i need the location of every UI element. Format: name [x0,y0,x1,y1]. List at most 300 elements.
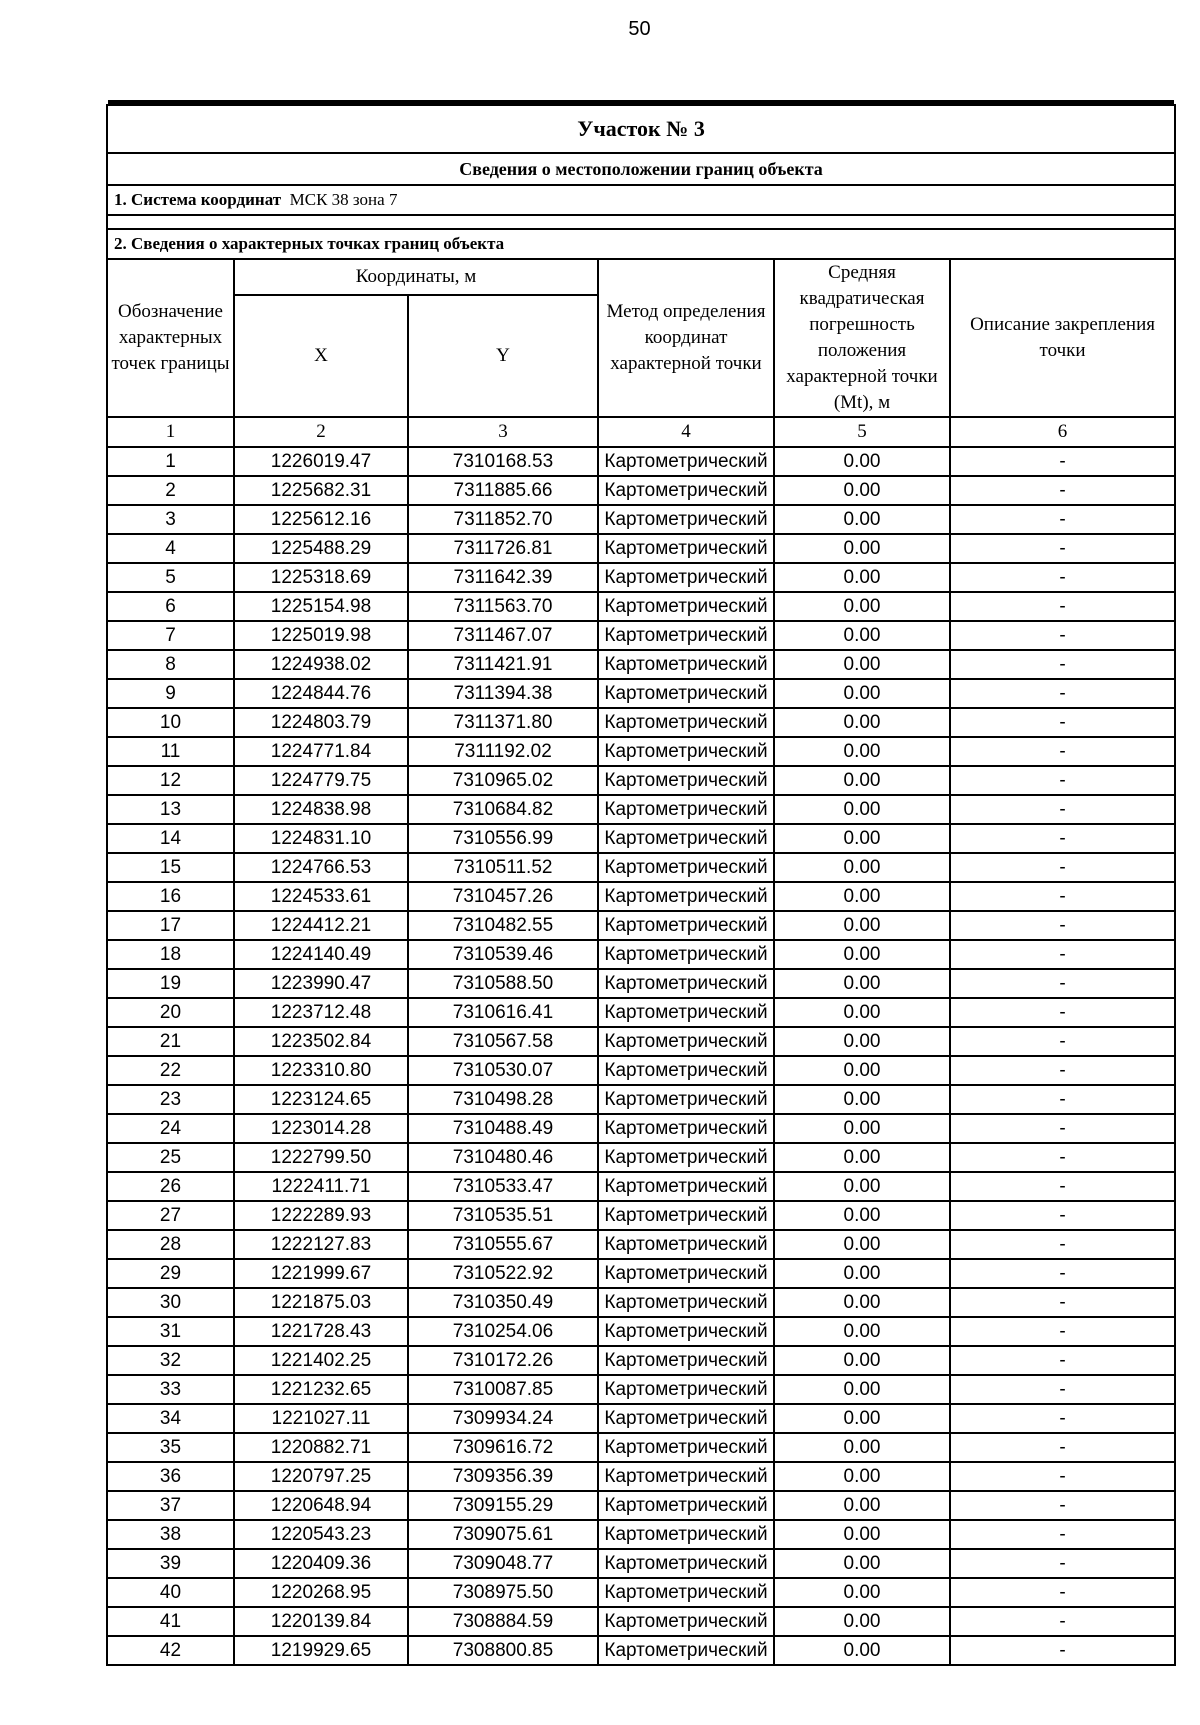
y-coordinate-cell: 7311371.80 [408,708,598,737]
y-coordinate-cell: 7310511.52 [408,853,598,882]
x-coordinate-cell: 1224844.76 [234,679,408,708]
table-row [107,1027,1175,1056]
method-cell: Картометрический [598,1346,774,1375]
table-row [107,824,1175,853]
y-coordinate-cell: 7310965.02 [408,766,598,795]
method-cell: Картометрический [598,1375,774,1404]
x-coordinate-cell: 1221875.03 [234,1288,408,1317]
x-coordinate-cell: 1224412.21 [234,911,408,940]
y-coordinate-cell: 7311563.70 [408,592,598,621]
header-error: Средняя квадратическая погрешность положения характерной точки (Mt), м [774,259,950,417]
table-subtitle: Сведения о местоположении границ объекта [107,153,1175,185]
method-cell: Картометрический [598,1172,774,1201]
column-number: 6 [950,417,1175,447]
method-cell: Картометрический [598,1636,774,1665]
point-number-cell: 4 [107,534,234,563]
point-number-cell: 17 [107,911,234,940]
description-cell: - [950,1433,1175,1462]
error-cell: 0.00 [774,621,950,650]
point-number-cell: 33 [107,1375,234,1404]
method-cell: Картометрический [598,650,774,679]
method-cell: Картометрический [598,1462,774,1491]
y-coordinate-cell: 7310535.51 [408,1201,598,1230]
table-row [107,853,1175,882]
error-cell: 0.00 [774,1578,950,1607]
description-cell: - [950,1462,1175,1491]
table-row [107,1636,1175,1665]
page-number: 50 [628,18,651,40]
table-row [107,1346,1175,1375]
x-coordinate-cell: 1224766.53 [234,853,408,882]
point-number-cell: 22 [107,1056,234,1085]
y-coordinate-cell: 7309616.72 [408,1433,598,1462]
description-cell: - [950,563,1175,592]
table-row [107,1578,1175,1607]
point-number-cell: 5 [107,563,234,592]
error-cell: 0.00 [774,1491,950,1520]
x-coordinate-cell: 1221999.67 [234,1259,408,1288]
header-x: X [234,295,408,417]
error-cell: 0.00 [774,1259,950,1288]
x-coordinate-cell: 1224803.79 [234,708,408,737]
method-cell: Картометрический [598,447,774,476]
description-cell: - [950,1549,1175,1578]
x-coordinate-cell: 1222799.50 [234,1143,408,1172]
description-cell: - [950,737,1175,766]
y-coordinate-cell: 7310498.28 [408,1085,598,1114]
error-cell: 0.00 [774,505,950,534]
table-row [107,592,1175,621]
description-cell: - [950,1636,1175,1665]
y-coordinate-cell: 7310522.92 [408,1259,598,1288]
method-cell: Картометрический [598,1607,774,1636]
error-cell: 0.00 [774,1462,950,1491]
error-cell: 0.00 [774,476,950,505]
point-number-cell: 38 [107,1520,234,1549]
y-coordinate-cell: 7308884.59 [408,1607,598,1636]
y-coordinate-cell: 7310555.67 [408,1230,598,1259]
point-number-cell: 20 [107,998,234,1027]
point-number-cell: 34 [107,1404,234,1433]
point-number-cell: 8 [107,650,234,679]
x-coordinate-cell: 1225488.29 [234,534,408,563]
error-cell: 0.00 [774,679,950,708]
description-cell: - [950,534,1175,563]
point-number-cell: 24 [107,1114,234,1143]
error-cell: 0.00 [774,940,950,969]
header-method: Метод определения координат характерной точки [598,259,774,417]
method-cell: Картометрический [598,911,774,940]
point-number-cell: 31 [107,1317,234,1346]
y-coordinate-cell: 7311642.39 [408,563,598,592]
error-cell: 0.00 [774,1114,950,1143]
table-row [107,1375,1175,1404]
method-cell: Картометрический [598,534,774,563]
y-coordinate-cell: 7310457.26 [408,882,598,911]
boundary-points-table [106,104,1176,1666]
header-designation: Обозначение характерных точек границы [107,259,234,417]
method-cell: Картометрический [598,766,774,795]
table-row [107,1462,1175,1491]
description-cell: - [950,1375,1175,1404]
method-cell: Картометрический [598,1404,774,1433]
method-cell: Картометрический [598,969,774,998]
table-row [107,534,1175,563]
x-coordinate-cell: 1224838.98 [234,795,408,824]
coordinate-system [107,185,1175,215]
description-cell: - [950,650,1175,679]
x-coordinate-cell: 1223124.65 [234,1085,408,1114]
y-coordinate-cell: 7310488.49 [408,1114,598,1143]
table-row [107,1259,1175,1288]
description-cell: - [950,1230,1175,1259]
point-number-cell: 15 [107,853,234,882]
method-cell: Картометрический [598,592,774,621]
method-cell: Картометрический [598,1230,774,1259]
point-number-cell: 1 [107,447,234,476]
error-cell: 0.00 [774,766,950,795]
y-coordinate-cell: 7311885.66 [408,476,598,505]
column-number: 2 [234,417,408,447]
header-y: Y [408,295,598,417]
description-cell: - [950,476,1175,505]
x-coordinate-cell: 1224779.75 [234,766,408,795]
points-title: 2. Сведения о характерных точках границ объекта [107,229,1175,259]
table-row [107,998,1175,1027]
y-coordinate-cell: 7309075.61 [408,1520,598,1549]
error-cell: 0.00 [774,737,950,766]
point-number-cell: 29 [107,1259,234,1288]
table-row [107,1520,1175,1549]
method-cell: Картометрический [598,679,774,708]
error-cell: 0.00 [774,447,950,476]
error-cell: 0.00 [774,1520,950,1549]
point-number-cell: 25 [107,1143,234,1172]
error-cell: 0.00 [774,592,950,621]
table-row [107,766,1175,795]
y-coordinate-cell: 7310172.26 [408,1346,598,1375]
coord-system-label: 1. Система координат [114,190,282,209]
x-coordinate-cell: 1221232.65 [234,1375,408,1404]
y-coordinate-cell: 7310168.53 [408,447,598,476]
method-cell: Картометрический [598,1085,774,1114]
point-number-cell: 11 [107,737,234,766]
x-coordinate-cell: 1222127.83 [234,1230,408,1259]
y-coordinate-cell: 7310616.41 [408,998,598,1027]
description-cell: - [950,708,1175,737]
error-cell: 0.00 [774,1375,950,1404]
point-number-cell: 42 [107,1636,234,1665]
description-cell: - [950,621,1175,650]
x-coordinate-cell: 1222411.71 [234,1172,408,1201]
error-cell: 0.00 [774,824,950,853]
x-coordinate-cell: 1219929.65 [234,1636,408,1665]
y-coordinate-cell: 7311852.70 [408,505,598,534]
x-coordinate-cell: 1220543.23 [234,1520,408,1549]
table-row [107,476,1175,505]
x-coordinate-cell: 1223014.28 [234,1114,408,1143]
table-row [107,1491,1175,1520]
coord-system-value: МСК 38 зона 7 [289,190,398,209]
y-coordinate-cell: 7310533.47 [408,1172,598,1201]
error-cell: 0.00 [774,1143,950,1172]
point-number-cell: 26 [107,1172,234,1201]
description-cell: - [950,1346,1175,1375]
table-row [107,882,1175,911]
table-row [107,1433,1175,1462]
table-row [107,795,1175,824]
column-number: 4 [598,417,774,447]
description-cell: - [950,766,1175,795]
point-number-cell: 30 [107,1288,234,1317]
y-coordinate-cell: 7311421.91 [408,650,598,679]
description-cell: - [950,853,1175,882]
description-cell: - [950,911,1175,940]
y-coordinate-cell: 7310530.07 [408,1056,598,1085]
description-cell: - [950,505,1175,534]
method-cell: Картометрический [598,853,774,882]
error-cell: 0.00 [774,1607,950,1636]
point-number-cell: 9 [107,679,234,708]
description-cell: - [950,1114,1175,1143]
method-cell: Картометрический [598,1433,774,1462]
point-number-cell: 10 [107,708,234,737]
y-coordinate-cell: 7310556.99 [408,824,598,853]
description-cell: - [950,1259,1175,1288]
description-cell: - [950,998,1175,1027]
x-coordinate-cell: 1223990.47 [234,969,408,998]
table-row [107,650,1175,679]
point-number-cell: 28 [107,1230,234,1259]
error-cell: 0.00 [774,708,950,737]
y-coordinate-cell: 7310539.46 [408,940,598,969]
error-cell: 0.00 [774,1549,950,1578]
x-coordinate-cell: 1223310.80 [234,1056,408,1085]
point-number-cell: 3 [107,505,234,534]
y-coordinate-cell: 7309048.77 [408,1549,598,1578]
method-cell: Картометрический [598,1114,774,1143]
table-row [107,1056,1175,1085]
method-cell: Картометрический [598,1578,774,1607]
error-cell: 0.00 [774,1085,950,1114]
table-row [107,708,1175,737]
point-number-cell: 16 [107,882,234,911]
y-coordinate-cell: 7311726.81 [408,534,598,563]
x-coordinate-cell: 1220268.95 [234,1578,408,1607]
error-cell: 0.00 [774,1404,950,1433]
point-number-cell: 32 [107,1346,234,1375]
y-coordinate-cell: 7310254.06 [408,1317,598,1346]
method-cell: Картометрический [598,737,774,766]
header-description: Описание закрепления точки [950,259,1175,417]
x-coordinate-cell: 1220882.71 [234,1433,408,1462]
table-row [107,447,1175,476]
method-cell: Картометрический [598,998,774,1027]
error-cell: 0.00 [774,650,950,679]
spacer [107,215,1175,229]
x-coordinate-cell: 1225682.31 [234,476,408,505]
description-cell: - [950,1491,1175,1520]
description-cell: - [950,824,1175,853]
description-cell: - [950,1607,1175,1636]
table-row [107,911,1175,940]
error-cell: 0.00 [774,1201,950,1230]
error-cell: 0.00 [774,1317,950,1346]
description-cell: - [950,1201,1175,1230]
method-cell: Картометрический [598,824,774,853]
method-cell: Картометрический [598,1259,774,1288]
x-coordinate-cell: 1221402.25 [234,1346,408,1375]
x-coordinate-cell: 1220139.84 [234,1607,408,1636]
error-cell: 0.00 [774,1027,950,1056]
table-row [107,621,1175,650]
y-coordinate-cell: 7310482.55 [408,911,598,940]
error-cell: 0.00 [774,853,950,882]
table-row [107,563,1175,592]
description-cell: - [950,1056,1175,1085]
method-cell: Картометрический [598,1201,774,1230]
error-cell: 0.00 [774,1230,950,1259]
y-coordinate-cell: 7310087.85 [408,1375,598,1404]
description-cell: - [950,940,1175,969]
y-coordinate-cell: 7310588.50 [408,969,598,998]
point-number-cell: 6 [107,592,234,621]
point-number-cell: 19 [107,969,234,998]
y-coordinate-cell: 7309356.39 [408,1462,598,1491]
x-coordinate-cell: 1224533.61 [234,882,408,911]
point-number-cell: 36 [107,1462,234,1491]
table-row [107,1143,1175,1172]
column-number: 5 [774,417,950,447]
point-number-cell: 2 [107,476,234,505]
method-cell: Картометрический [598,1143,774,1172]
error-cell: 0.00 [774,795,950,824]
point-number-cell: 18 [107,940,234,969]
column-number: 3 [408,417,598,447]
description-cell: - [950,795,1175,824]
description-cell: - [950,592,1175,621]
description-cell: - [950,1143,1175,1172]
error-cell: 0.00 [774,911,950,940]
method-cell: Картометрический [598,621,774,650]
x-coordinate-cell: 1223712.48 [234,998,408,1027]
section-title: Участок № 3 [107,105,1175,153]
column-number: 1 [107,417,234,447]
table-row [107,679,1175,708]
table-row [107,1607,1175,1636]
description-cell: - [950,447,1175,476]
method-cell: Картометрический [598,563,774,592]
table-row [107,1317,1175,1346]
description-cell: - [950,882,1175,911]
header-coordinates: Координаты, м [234,259,598,295]
point-number-cell: 40 [107,1578,234,1607]
x-coordinate-cell: 1220648.94 [234,1491,408,1520]
y-coordinate-cell: 7311394.38 [408,679,598,708]
error-cell: 0.00 [774,534,950,563]
x-coordinate-cell: 1224140.49 [234,940,408,969]
method-cell: Картометрический [598,708,774,737]
description-cell: - [950,1578,1175,1607]
table-row [107,940,1175,969]
method-cell: Картометрический [598,1317,774,1346]
description-cell: - [950,679,1175,708]
table-row [107,969,1175,998]
description-cell: - [950,1085,1175,1114]
description-cell: - [950,969,1175,998]
method-cell: Картометрический [598,1491,774,1520]
table-row [107,737,1175,766]
point-number-cell: 21 [107,1027,234,1056]
description-cell: - [950,1172,1175,1201]
method-cell: Картометрический [598,476,774,505]
error-cell: 0.00 [774,1346,950,1375]
method-cell: Картометрический [598,940,774,969]
table-row [107,1172,1175,1201]
table-row [107,1404,1175,1433]
table-row [107,1114,1175,1143]
x-coordinate-cell: 1226019.47 [234,447,408,476]
method-cell: Картометрический [598,1056,774,1085]
x-coordinate-cell: 1225612.16 [234,505,408,534]
x-coordinate-cell: 1221027.11 [234,1404,408,1433]
error-cell: 0.00 [774,998,950,1027]
y-coordinate-cell: 7310684.82 [408,795,598,824]
table-row [107,1230,1175,1259]
y-coordinate-cell: 7308975.50 [408,1578,598,1607]
y-coordinate-cell: 7310567.58 [408,1027,598,1056]
description-cell: - [950,1520,1175,1549]
table-row [107,505,1175,534]
table-row [107,1549,1175,1578]
x-coordinate-cell: 1223502.84 [234,1027,408,1056]
point-number-cell: 7 [107,621,234,650]
method-cell: Картометрический [598,505,774,534]
error-cell: 0.00 [774,1056,950,1085]
point-number-cell: 13 [107,795,234,824]
y-coordinate-cell: 7311192.02 [408,737,598,766]
point-number-cell: 27 [107,1201,234,1230]
x-coordinate-cell: 1221728.43 [234,1317,408,1346]
table-row [107,1085,1175,1114]
y-coordinate-cell: 7309155.29 [408,1491,598,1520]
error-cell: 0.00 [774,563,950,592]
description-cell: - [950,1317,1175,1346]
x-coordinate-cell: 1222289.93 [234,1201,408,1230]
x-coordinate-cell: 1225318.69 [234,563,408,592]
y-coordinate-cell: 7310350.49 [408,1288,598,1317]
point-number-cell: 41 [107,1607,234,1636]
table-row [107,1201,1175,1230]
x-coordinate-cell: 1225019.98 [234,621,408,650]
x-coordinate-cell: 1224831.10 [234,824,408,853]
point-number-cell: 23 [107,1085,234,1114]
method-cell: Картометрический [598,1549,774,1578]
x-coordinate-cell: 1224771.84 [234,737,408,766]
point-number-cell: 35 [107,1433,234,1462]
x-coordinate-cell: 1220797.25 [234,1462,408,1491]
error-cell: 0.00 [774,882,950,911]
method-cell: Картометрический [598,882,774,911]
description-cell: - [950,1404,1175,1433]
y-coordinate-cell: 7311467.07 [408,621,598,650]
method-cell: Картометрический [598,1520,774,1549]
y-coordinate-cell: 7309934.24 [408,1404,598,1433]
x-coordinate-cell: 1220409.36 [234,1549,408,1578]
point-number-cell: 37 [107,1491,234,1520]
point-number-cell: 39 [107,1549,234,1578]
description-cell: - [950,1027,1175,1056]
